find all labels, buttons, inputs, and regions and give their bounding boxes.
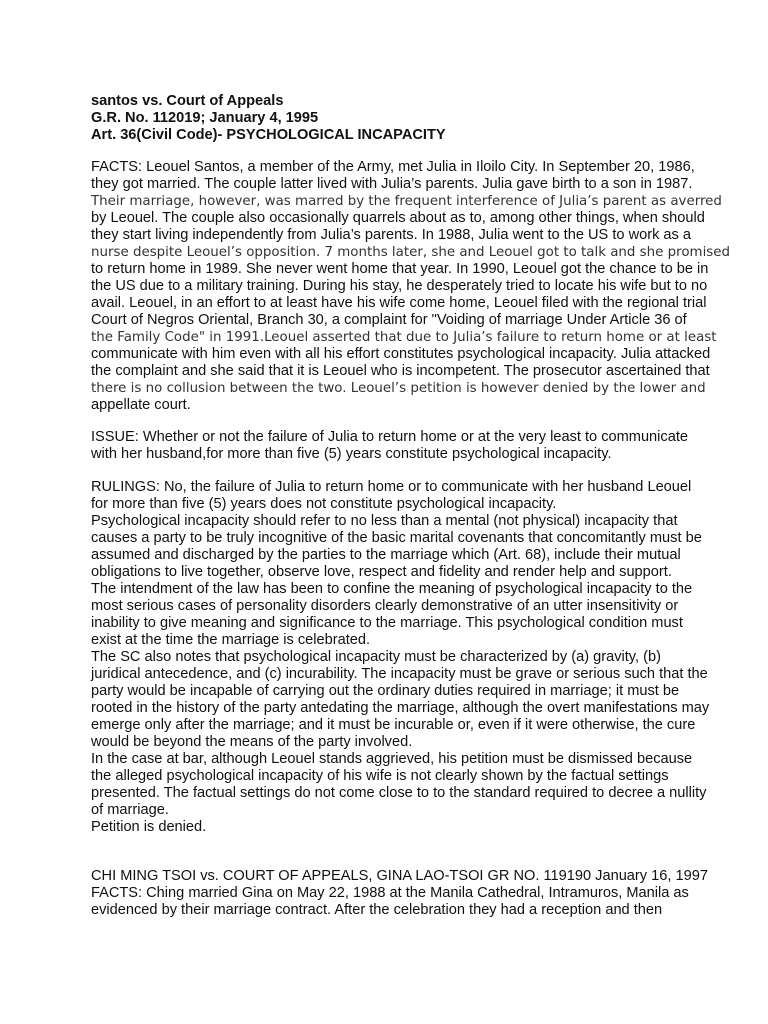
text-line: avail. Leouel, in an effort to at least have his wife come home, Leouel filed with the regional trial bbox=[91, 295, 707, 311]
text-line: obligations to live together, observe love, respect and fidelity and render help and support. bbox=[91, 564, 672, 580]
text-line: would be beyond the means of the party involved. bbox=[91, 734, 413, 750]
text-line: appellate court. bbox=[91, 397, 191, 413]
text-line: causes a party to be truly incognitive of the basic marital covenants that concomitantly must be bbox=[91, 530, 702, 546]
text-line: ISSUE: Whether or not the failure of Julia to return home or at the very least to communicate bbox=[91, 429, 689, 445]
text-line: the complaint and she said that it is Leouel who is incompetent. The prosecutor ascertained that bbox=[91, 363, 710, 379]
text-line: the Family Code" in 1991.Leouel asserted that due to Julia’s failure to return home or at least bbox=[91, 330, 717, 345]
text-line: nurse despite Leouel’s opposition. 7 months later, she and Leouel got to talk and she promised bbox=[91, 245, 731, 260]
text-line: the alleged psychological incapacity of his wife is not clearly shown by the factual settings bbox=[91, 768, 669, 784]
text-line: Court of Negros Oriental, Branch 30, a complaint for "Voiding of marriage Under Article 36 of bbox=[91, 312, 687, 328]
text-line: with her husband,for more than five (5) years constitute psychological incapacity. bbox=[91, 446, 612, 462]
text-line: of marriage. bbox=[91, 802, 169, 818]
text-line: presented. The factual settings do not come close to to the standard required to decree a nullity bbox=[91, 785, 707, 801]
text-line: they start living independently from Julia’s parents. In 1988, Julia went to the US to work as a bbox=[91, 227, 692, 243]
text-line: rooted in the history of the party antedating the marriage, although the overt manifestations may bbox=[91, 700, 710, 716]
text-line: to return home in 1989. She never went home that year. In 1990, Leouel got the chance to be in bbox=[91, 261, 709, 277]
text-line: Petition is denied. bbox=[91, 819, 207, 835]
text-line: exist at the time the marriage is celebrated. bbox=[91, 632, 371, 648]
text-line: most serious cases of personality disorders clearly demonstrative of an utter insensitivity or bbox=[91, 598, 679, 614]
text-line: for more than five (5) years does not constitute psychological incapacity. bbox=[91, 496, 557, 512]
case-citation: G.R. No. 112019; January 4, 1995 bbox=[91, 110, 319, 126]
text-line: FACTS: Leouel Santos, a member of the Army, met Julia in Iloilo City. In September 20, 1986, bbox=[91, 159, 695, 175]
text-line: Psychological incapacity should refer to no less than a mental (not physical) incapacity that bbox=[91, 513, 678, 529]
text-line: there is no collusion between the two. Leouel’s petition is however denied by the lower and bbox=[91, 381, 706, 396]
case-topic: Art. 36(Civil Code)- PSYCHOLOGICAL INCAPACITY bbox=[91, 127, 446, 143]
text-line: they got married. The couple latter lived with Julia’s parents. Julia gave birth to a son in 1987. bbox=[91, 176, 693, 192]
text-line: emerge only after the marriage; and it must be incurable or, even if it were otherwise, the cure bbox=[91, 717, 696, 733]
text-line: evidenced by their marriage contract. After the celebration they had a reception and then bbox=[91, 902, 663, 918]
text-line: FACTS: Ching married Gina on May 22, 1988 at the Manila Cathedral, Intramuros, Manila as bbox=[91, 885, 689, 901]
text-line: communicate with him even with all his effort constitutes psychological incapacity. Julia attacked bbox=[91, 346, 711, 362]
case-heading: CHI MING TSOI vs. COURT OF APPEALS, GINA LAO-TSOI GR NO. 119190 January 16, 1997 bbox=[91, 868, 708, 884]
text-line: by Leouel. The couple also occasionally quarrels about as to, among other things, when should bbox=[91, 210, 705, 226]
text-line: assumed and discharged by the parties to the marriage which (Art. 68), include their mutual bbox=[91, 547, 681, 563]
text-line: inability to give meaning and significance to the marriage. This psychological condition must bbox=[91, 615, 683, 631]
text-line: In the case at bar, although Leouel stands aggrieved, his petition must be dismissed because bbox=[91, 751, 693, 767]
text-line: The intendment of the law has been to confine the meaning of psychological incapacity to the bbox=[91, 581, 693, 597]
text-line: The SC also notes that psychological incapacity must be characterized by (a) gravity, (b) bbox=[91, 649, 661, 665]
case-title: santos vs. Court of Appeals bbox=[91, 93, 284, 109]
text-line: Their marriage, however, was marred by the frequent interference of Julia’s parent as averred bbox=[91, 194, 722, 209]
text-line: the US due to a military training. During his stay, he desperately tried to locate his wife but to no bbox=[91, 278, 708, 294]
text-line: RULINGS: No, the failure of Julia to return home or to communicate with her husband Leouel bbox=[91, 479, 692, 495]
text-line: juridical antecedence, and (c) incurability. The incapacity must be grave or serious such that the bbox=[91, 666, 708, 682]
text-line: party would be incapable of carrying out the ordinary duties required in marriage; it must be bbox=[91, 683, 680, 699]
